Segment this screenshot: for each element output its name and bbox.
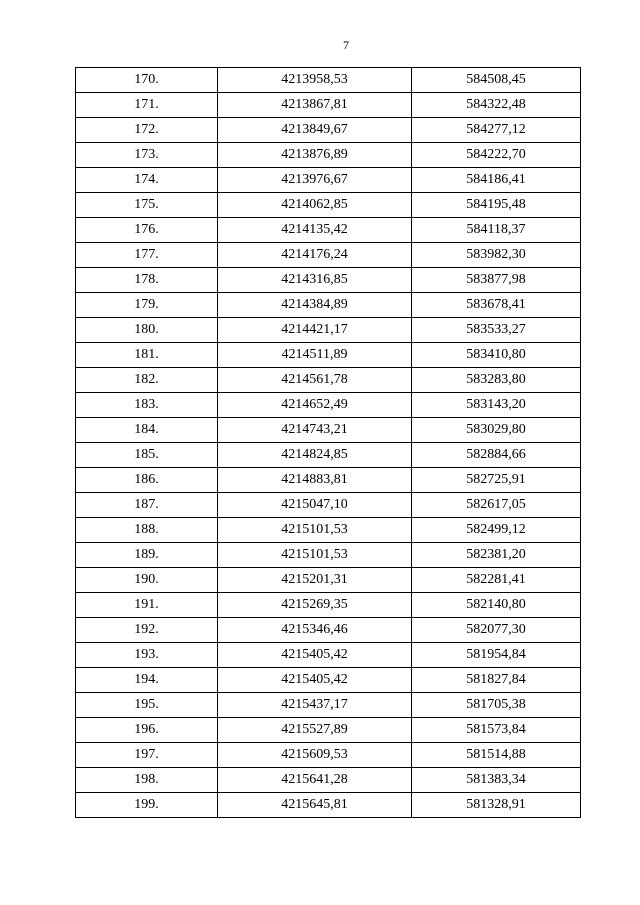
- coordinates-table-body: [76, 68, 581, 818]
- table-row: [76, 293, 581, 318]
- table-row: [76, 143, 581, 168]
- y-coordinate-cell: 583283,80: [412, 368, 581, 393]
- y-coordinate-cell: 583982,30: [412, 243, 581, 268]
- table-row: [76, 343, 581, 368]
- y-coordinate-cell: 584222,70: [412, 143, 581, 168]
- x-coordinate-cell: 4213849,67: [218, 118, 412, 143]
- x-coordinate-cell: 4215101,53: [218, 518, 412, 543]
- table-row: [76, 368, 581, 393]
- table-row: [76, 618, 581, 643]
- x-coordinate-cell: 4214384,89: [218, 293, 412, 318]
- table-row: [76, 68, 581, 93]
- table-row: [76, 218, 581, 243]
- table-row: [76, 493, 581, 518]
- point-number-cell: 190.: [76, 568, 218, 593]
- point-number-cell: 182.: [76, 368, 218, 393]
- x-coordinate-cell: 4214743,21: [218, 418, 412, 443]
- table-row: [76, 93, 581, 118]
- x-coordinate-cell: 4214176,24: [218, 243, 412, 268]
- y-coordinate-cell: 582884,66: [412, 443, 581, 468]
- y-coordinate-cell: 583410,80: [412, 343, 581, 368]
- table-row: [76, 718, 581, 743]
- x-coordinate-cell: 4215405,42: [218, 668, 412, 693]
- y-coordinate-cell: 581827,84: [412, 668, 581, 693]
- table-row: [76, 543, 581, 568]
- y-coordinate-cell: 581573,84: [412, 718, 581, 743]
- point-number-cell: 185.: [76, 443, 218, 468]
- table-row: [76, 118, 581, 143]
- x-coordinate-cell: 4215047,10: [218, 493, 412, 518]
- x-coordinate-cell: 4215201,31: [218, 568, 412, 593]
- x-coordinate-cell: 4215437,17: [218, 693, 412, 718]
- y-coordinate-cell: 584277,12: [412, 118, 581, 143]
- x-coordinate-cell: 4214883,81: [218, 468, 412, 493]
- x-coordinate-cell: 4213867,81: [218, 93, 412, 118]
- page-number: 7: [343, 38, 349, 52]
- y-coordinate-cell: 582725,91: [412, 468, 581, 493]
- table-row: [76, 393, 581, 418]
- point-number-cell: 181.: [76, 343, 218, 368]
- table-row: [76, 768, 581, 793]
- x-coordinate-cell: 4214062,85: [218, 193, 412, 218]
- y-coordinate-cell: 583143,20: [412, 393, 581, 418]
- point-number-cell: 191.: [76, 593, 218, 618]
- y-coordinate-cell: 582140,80: [412, 593, 581, 618]
- y-coordinate-cell: 584322,48: [412, 93, 581, 118]
- point-number-cell: 173.: [76, 143, 218, 168]
- table-row: [76, 318, 581, 343]
- table-row: [76, 643, 581, 668]
- point-number-cell: 183.: [76, 393, 218, 418]
- y-coordinate-cell: 583029,80: [412, 418, 581, 443]
- point-number-cell: 177.: [76, 243, 218, 268]
- x-coordinate-cell: 4215527,89: [218, 718, 412, 743]
- x-coordinate-cell: 4213958,53: [218, 68, 412, 93]
- point-number-cell: 170.: [76, 68, 218, 93]
- y-coordinate-cell: 584508,45: [412, 68, 581, 93]
- point-number-cell: 184.: [76, 418, 218, 443]
- table-row: [76, 518, 581, 543]
- point-number-cell: 193.: [76, 643, 218, 668]
- y-coordinate-cell: 582617,05: [412, 493, 581, 518]
- point-number-cell: 174.: [76, 168, 218, 193]
- point-number-cell: 171.: [76, 93, 218, 118]
- y-coordinate-cell: 584195,48: [412, 193, 581, 218]
- point-number-cell: 186.: [76, 468, 218, 493]
- point-number-cell: 199.: [76, 793, 218, 818]
- table-row: [76, 743, 581, 768]
- y-coordinate-cell: 583877,98: [412, 268, 581, 293]
- x-coordinate-cell: 4215269,35: [218, 593, 412, 618]
- point-number-cell: 195.: [76, 693, 218, 718]
- y-coordinate-cell: 581705,38: [412, 693, 581, 718]
- y-coordinate-cell: 584118,37: [412, 218, 581, 243]
- point-number-cell: 175.: [76, 193, 218, 218]
- point-number-cell: 187.: [76, 493, 218, 518]
- x-coordinate-cell: 4215641,28: [218, 768, 412, 793]
- y-coordinate-cell: 581514,88: [412, 743, 581, 768]
- y-coordinate-cell: 581954,84: [412, 643, 581, 668]
- point-number-cell: 188.: [76, 518, 218, 543]
- table-row: [76, 668, 581, 693]
- table-row: [76, 193, 581, 218]
- x-coordinate-cell: 4215101,53: [218, 543, 412, 568]
- table-row: [76, 593, 581, 618]
- y-coordinate-cell: 581328,91: [412, 793, 581, 818]
- point-number-cell: 178.: [76, 268, 218, 293]
- x-coordinate-cell: 4215346,46: [218, 618, 412, 643]
- x-coordinate-cell: 4214561,78: [218, 368, 412, 393]
- y-coordinate-cell: 584186,41: [412, 168, 581, 193]
- point-number-cell: 179.: [76, 293, 218, 318]
- coordinates-table: [75, 67, 581, 818]
- x-coordinate-cell: 4215609,53: [218, 743, 412, 768]
- x-coordinate-cell: 4215645,81: [218, 793, 412, 818]
- x-coordinate-cell: 4213976,67: [218, 168, 412, 193]
- y-coordinate-cell: 582381,20: [412, 543, 581, 568]
- x-coordinate-cell: 4214421,17: [218, 318, 412, 343]
- table-row: [76, 418, 581, 443]
- table-row: [76, 468, 581, 493]
- x-coordinate-cell: 4214824,85: [218, 443, 412, 468]
- y-coordinate-cell: 582077,30: [412, 618, 581, 643]
- point-number-cell: 198.: [76, 768, 218, 793]
- table-row: [76, 793, 581, 818]
- point-number-cell: 194.: [76, 668, 218, 693]
- point-number-cell: 197.: [76, 743, 218, 768]
- y-coordinate-cell: 582499,12: [412, 518, 581, 543]
- x-coordinate-cell: 4214652,49: [218, 393, 412, 418]
- point-number-cell: 172.: [76, 118, 218, 143]
- point-number-cell: 189.: [76, 543, 218, 568]
- x-coordinate-cell: 4214511,89: [218, 343, 412, 368]
- x-coordinate-cell: 4214135,42: [218, 218, 412, 243]
- table-row: [76, 568, 581, 593]
- x-coordinate-cell: 4213876,89: [218, 143, 412, 168]
- y-coordinate-cell: 581383,34: [412, 768, 581, 793]
- y-coordinate-cell: 583533,27: [412, 318, 581, 343]
- table-row: [76, 243, 581, 268]
- table-row: [76, 693, 581, 718]
- point-number-cell: 192.: [76, 618, 218, 643]
- y-coordinate-cell: 582281,41: [412, 568, 581, 593]
- y-coordinate-cell: 583678,41: [412, 293, 581, 318]
- x-coordinate-cell: 4214316,85: [218, 268, 412, 293]
- table-row: [76, 443, 581, 468]
- point-number-cell: 180.: [76, 318, 218, 343]
- point-number-cell: 176.: [76, 218, 218, 243]
- table-row: [76, 168, 581, 193]
- table-row: [76, 268, 581, 293]
- point-number-cell: 196.: [76, 718, 218, 743]
- x-coordinate-cell: 4215405,42: [218, 643, 412, 668]
